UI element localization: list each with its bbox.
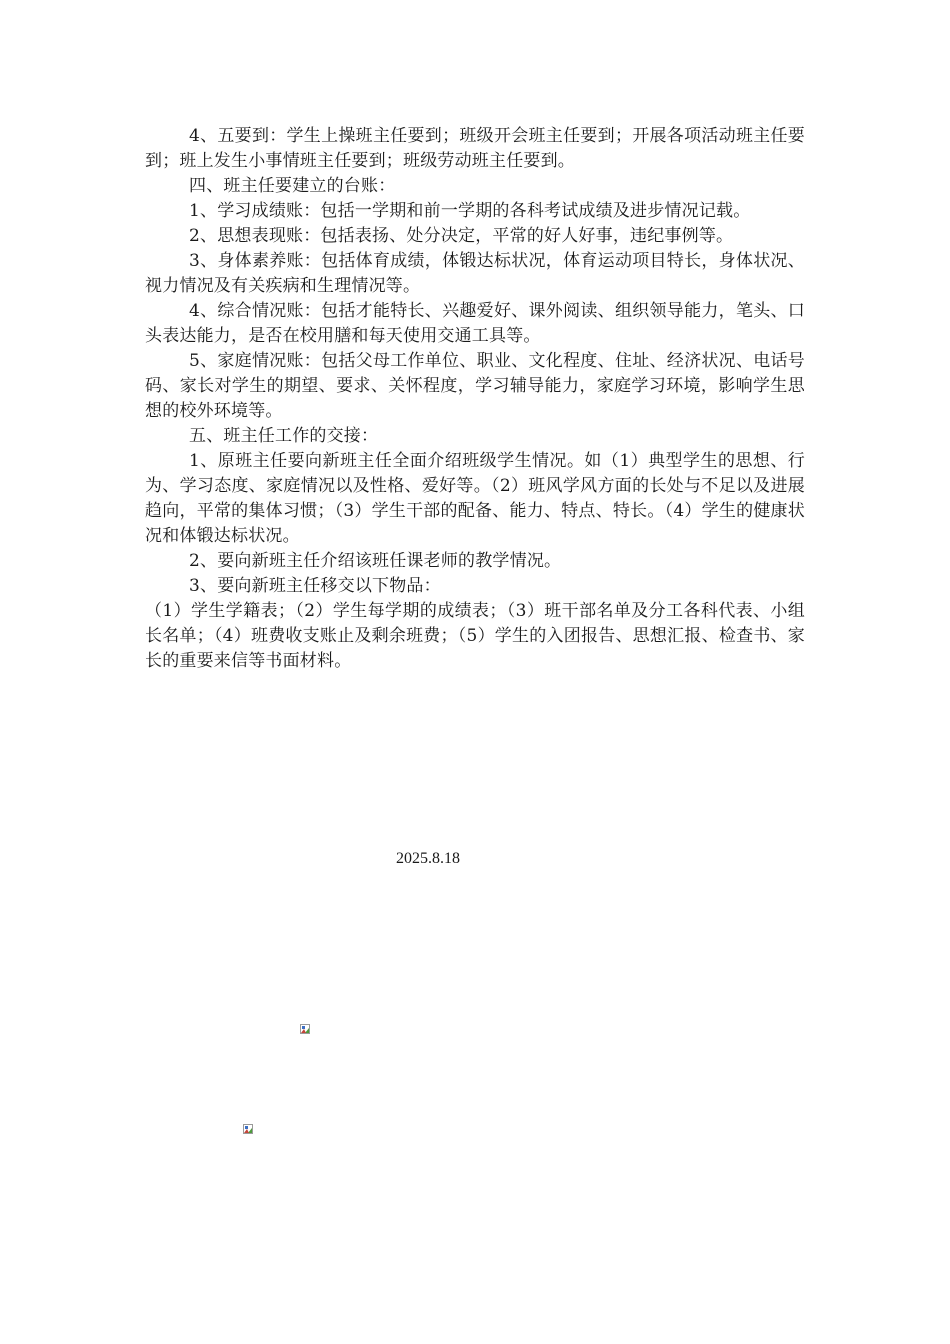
- paragraph-handover-teachers: 2、要向新班主任介绍该班任课老师的教学情况。: [189, 551, 562, 571]
- broken-image-icon: [300, 1019, 310, 1029]
- section-heading-handover: 五、班主任工作的交接：: [189, 426, 379, 446]
- document-date: 2025.8.18: [396, 850, 460, 867]
- section-heading-ledgers: 四、班主任要建立的台账：: [189, 176, 396, 196]
- paragraph-family-ledger: 5、家庭情况账：包括父母工作单位、职业、文化程度、住址、经济状况、电话号码、家长对学生的期望、要求、关怀程度，学习辅导能力，家庭学习环境，影响学生思想的校外环境等。: [145, 351, 805, 421]
- paragraph-grades-ledger: 1、学习成绩账：包括一学期和前一学期的各科考试成绩及进步情况记载。: [189, 201, 751, 221]
- document-body: [145, 124, 805, 674]
- paragraph-items-list: （1）学生学籍表；（2）学生每学期的成绩表；（3）班干部名单及分工各科代表、小组长名单；（4）班费收支账止及剩余班费；（5）学生的入团报告、思想汇报、检查书、家长的重要来信等书面材料。: [145, 601, 805, 671]
- paragraph-handover-items: 3、要向新班主任移交以下物品：: [189, 576, 441, 596]
- paragraph-five-musts: 4、五要到：学生上操班主任要到；班级开会班主任要到；开展各项活动班主任要到；班上发生小事情班主任要到；班级劳动班主任要到。: [145, 126, 805, 171]
- paragraph-health-ledger: 3、身体素养账：包括体育成绩，体锻达标状况，体育运动项目特长，身体状况、视力情况及有关疾病和生理情况等。: [145, 251, 805, 296]
- paragraph-handover-students: 1、原班主任要向新班主任全面介绍班级学生情况。如（1）典型学生的思想、行为、学习态度、家庭情况以及性格、爱好等。（2）班风学风方面的长处与不足以及进展趋向，平常的集体习惯；（3）学生干部的配备、能力、特点、特长。（4）学生的健康状况和体锻达标状况。: [145, 451, 805, 546]
- broken-image-icon: [243, 1119, 253, 1129]
- paragraph-overall-ledger: 4、综合情况账：包括才能特长、兴趣爱好、课外阅读、组织领导能力，笔头、口头表达能力，是否在校用膳和每天使用交通工具等。: [145, 301, 805, 346]
- paragraph-conduct-ledger: 2、思想表现账：包括表扬、处分决定，平常的好人好事，违纪事例等。: [189, 226, 734, 246]
